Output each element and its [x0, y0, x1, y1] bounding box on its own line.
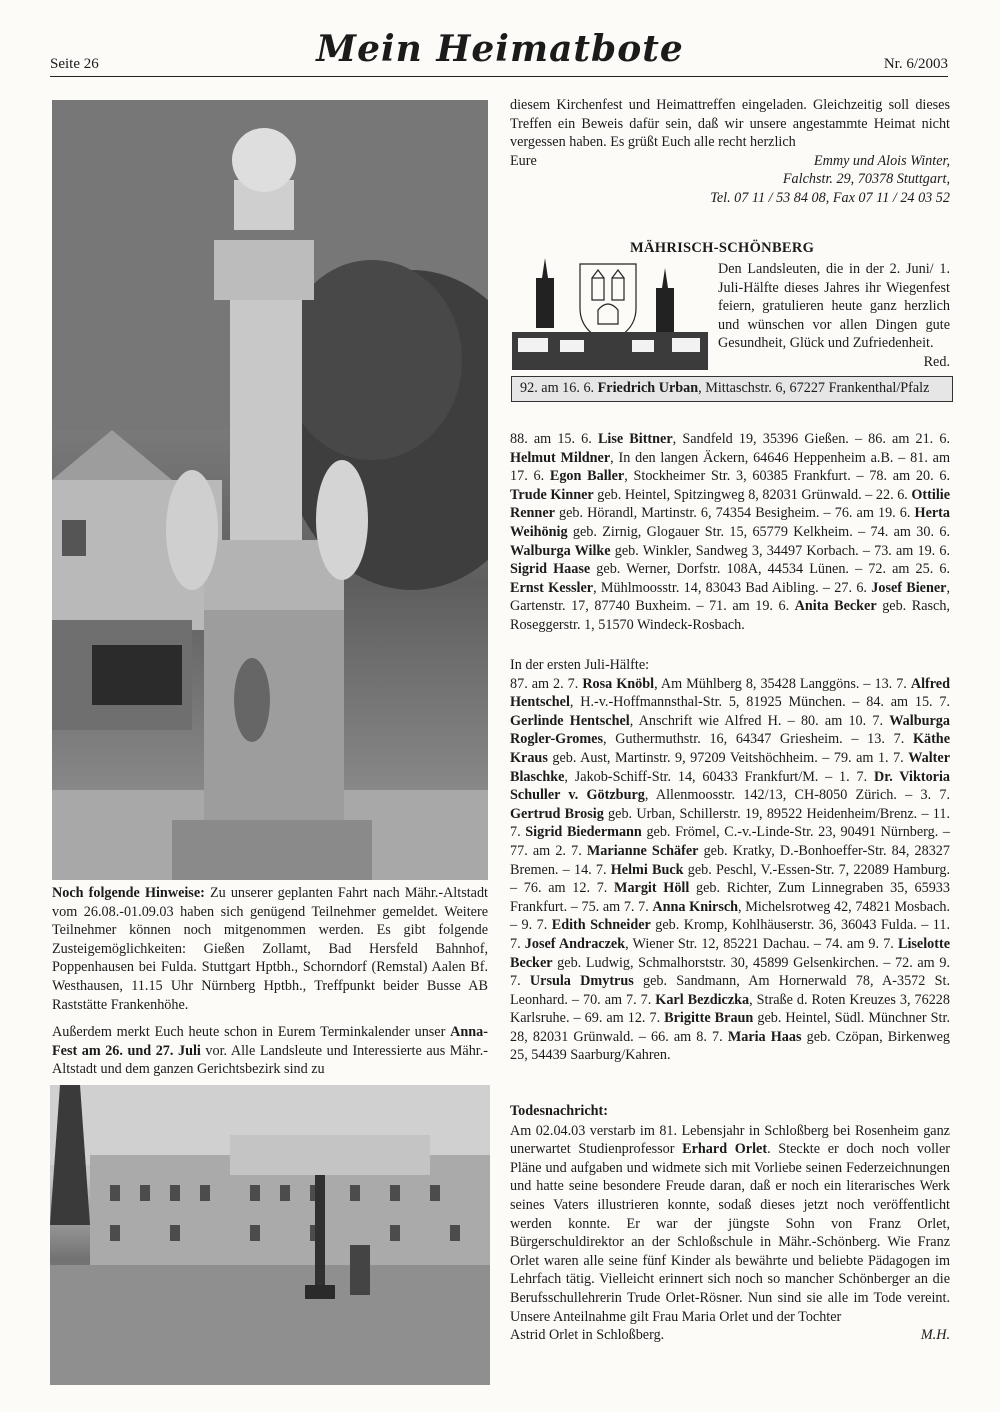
entry-details: , Straße d. Roten Kreuzes 3, 76228 Karlsruhe. – 69. am 12. 7.	[510, 991, 950, 1027]
market-square-illustration	[50, 1085, 490, 1385]
person-name: Walburga Rogler-Gromes	[510, 712, 950, 748]
june-birthday-list	[510, 430, 950, 635]
entry-details: , Gartenstr. 17, 87740 Buxheim. – 71. am 19. 6.	[510, 579, 950, 615]
intro-block	[510, 96, 950, 208]
anna-fest-paragraph	[52, 1023, 488, 1079]
header-rule	[50, 76, 948, 77]
monument-photo	[52, 100, 488, 880]
death-text-a: Am 02.04.03 verstarb im 81. Lebensjahr in Schloßberg bei Rosenheim ganz unerwartet Studienprofessor	[510, 1122, 950, 1158]
entry-details: geb. Werner, Dorfstr. 108A, 44534 Lünen. – 72. am 25. 6.	[590, 561, 950, 578]
page-number: Seite 26	[50, 56, 99, 72]
person-name: Karl Bezdiczka	[655, 991, 750, 1008]
notice-heading: Noch folgende Hinweise:	[52, 885, 205, 901]
person-name: Herta Weihönig	[510, 505, 950, 540]
deceased-name: Erhard Orlet	[682, 1141, 768, 1158]
june-entries	[510, 430, 950, 635]
death-signature: M.H.	[920, 1327, 950, 1344]
entry-details: geb. Urban, Schillerstr. 19, 89522 Heidenheim/Brenz. – 11. 7.	[510, 805, 950, 841]
entry-details: , Am Mühlberg 8, 35428 Langgöns. – 13. 7.	[654, 675, 911, 692]
death-final-row	[510, 1326, 950, 1345]
entry-details: geb. Aust, Martinstr. 9, 97209 Veitshöchheim. – 79. am 1. 7.	[547, 749, 909, 766]
entry-details: geb. Richter, Zum Linnegraben 35, 65933 Frankfurt. – 75. am 7. 7.	[510, 880, 950, 915]
section-title: MÄHRISCH-SCHÖNBERG	[630, 240, 815, 256]
entry-details: geb. Sandmann, Am Hornerwald 78, A-3572 St. Leonhard. – 70. am 7. 7.	[510, 973, 950, 1008]
person-name: Käthe Kraus	[510, 731, 950, 766]
person-name: Helmut Mildner	[510, 449, 611, 466]
issue-number: Nr. 6/2003	[883, 56, 948, 72]
person-name: Sigrid Haase	[510, 561, 591, 578]
person-name: Sigrid Biedermann	[525, 824, 642, 841]
person-name: Maria Haas	[727, 1028, 802, 1045]
boxed-suffix: , Mittaschstr. 6, 67227 Frankenthal/Pfalz	[698, 380, 930, 396]
signature-names: Emmy und Alois Winter,	[813, 152, 950, 169]
notice-paragraph	[52, 884, 488, 1014]
entry-details: , Allenmoosstr. 142/13, CH-8050 Zürich. – 3. 7.	[644, 787, 951, 804]
entry-details: , Anschrift wie Alfred H. – 80. am 10. 7.	[629, 712, 890, 729]
entry-details: geb. Kratky, D.-Bonhoeffer-Str. 84, 28327 Bremen. – 14. 7.	[510, 842, 950, 878]
entry-details: geb. Kromp, Kohlhäuserstr. 36, 36043 Fulda. – 11. 7.	[510, 917, 950, 952]
highlighted-birthday-box	[511, 376, 953, 402]
entry-details: , Michelsrotweg 42, 74821 Mosbach. – 9. 7.	[510, 898, 951, 934]
entry-details: , In den langen Äckern, 64646 Heppenheim a.B. – 81. am 17. 6.	[510, 449, 950, 485]
person-name: Anna Knirsch	[652, 898, 739, 915]
entry-details: geb. Peschl, V.-Essen-Str. 7, 22089 Hamburg. – 76. am 12. 7.	[510, 861, 950, 897]
person-name: Brigitte Braun	[664, 1010, 754, 1027]
person-name: Josef Andraczek	[524, 935, 626, 952]
person-name: Josef Biener	[871, 579, 947, 596]
july-birthday-list	[510, 656, 950, 1065]
person-name: Walburga Wilke	[510, 542, 611, 559]
death-text	[510, 1122, 950, 1327]
person-name: Ursula Dmytrus	[529, 973, 634, 990]
masthead-title: Mein Heimatbote	[316, 28, 684, 70]
entry-details: geb. Zirnig, Glogauer Str. 15, 65779 Kelkheim. – 74. am 30. 6.	[567, 523, 950, 540]
entry-details: , Jakob-Schiff-Str. 14, 60433 Frankfurt/M. – 1. 7.	[564, 768, 874, 785]
entry-details: , H.-v.-Hoffmannsthal-Str. 5, 81925 München. – 84. am 15. 7.	[569, 694, 950, 711]
person-name: Egon Baller	[549, 468, 625, 485]
person-name: Anita Becker	[794, 598, 877, 615]
left-column-text	[52, 884, 488, 1088]
boxed-name: Friedrich Urban	[597, 380, 699, 396]
signature-row	[510, 152, 950, 171]
anna-fest-date: Anna-Fest am 26. und 27. Juli	[52, 1024, 488, 1059]
person-name: Rosa Knöbl	[582, 675, 655, 692]
entry-details: geb. Winkler, Sandweg 3, 34497 Korbach. – 73. am 19. 6.	[610, 542, 951, 559]
signature-phone: Tel. 07 11 / 53 84 08, Fax 07 11 / 24 03 52	[710, 189, 950, 206]
person-name: Gertrud Brosig	[510, 805, 604, 822]
person-name: Helmi Buck	[610, 861, 684, 878]
entry-details: , Mühlmoosstr. 14, 83043 Bad Aibling. – 27. 6.	[593, 579, 872, 596]
person-name: Lise Bittner	[597, 431, 673, 447]
entry-details: , Stockheimer Str. 3, 60385 Frankfurt. – 78. am 20. 6.	[624, 468, 951, 485]
birthday-greeting	[718, 260, 950, 372]
signature-address: Falchstr. 29, 70378 Stuttgart,	[782, 171, 950, 188]
monument-illustration	[52, 100, 488, 880]
entry-prefix: 87. am 2. 7.	[510, 675, 583, 692]
entry-details: geb. Czöpan, Birkenweg 25, 54439 Saarburg/Kahren.	[510, 1028, 951, 1064]
person-name: Ottilie Renner	[510, 486, 950, 522]
anna-fest-text-a: Außerdem merkt Euch heute schon in Eurem Terminkalender unser	[52, 1024, 451, 1041]
person-name: Marianne Schäfer	[586, 842, 699, 859]
person-name: Edith Schneider	[551, 917, 651, 934]
market-square-photo	[50, 1085, 490, 1385]
entry-details: geb. Heintel, Spitzingweg 8, 82031 Grünwald. – 22. 6.	[593, 486, 912, 503]
notice-text: Zu unserer geplanten Fahrt nach Mähr.-Altstadt vom 26.08.-01.09.03 haben sich genügend Teilnehmer gemeldet. Weitere Teilnehmer können noch mitgenommen werden. Es gibt folgende Zusteigemöglichkeiten: Gießen Zollamt, Bad Hersfeld Bahnhof, Poppenhausen bei Fulda. Stuttgart Hptbh., Schorndorf (Remstal) Aalen Bf. Westhausen, 11.15 Uhr Nürnberg Hptbh., Treffpunkt beider Busse AB Raststätte Frankenhöhe.	[52, 885, 488, 1013]
person-name: Liselotte Becker	[510, 935, 950, 971]
greeting-text: Den Landsleuten, die in der 2. Juni/ 1. Juli-Hälfte dieses Jahres ihr Wiegenfest feiern, gratulieren heute ganz herzlich und wünschen vor allen Dingen gute Gesundheit, Glück und Zufriedenheit.	[718, 261, 950, 352]
entry-details: , Sandfeld 19, 35396 Gießen. – 86. am 21. 6.	[672, 431, 950, 447]
intro-text: diesem Kirchenfest und Heimattreffen eingeladen. Gleichzeitig soll dieses Treffen ein Beweis dafür sein, daß wir unsere angestammte Heimat nicht vergessen haben. Es grüßt Euch alle recht herzlich	[510, 97, 950, 151]
person-name: Walter Blaschke	[510, 749, 950, 785]
entry-details: geb. Hörandl, Martinstr. 6, 74354 Besigheim. – 76. am 19. 6.	[554, 505, 915, 522]
entry-details: , Guthermuthstr. 16, 64347 Griesheim. – 13. 7.	[602, 731, 913, 748]
person-name: Trude Kinner	[510, 486, 594, 503]
person-name: Ernst Kessler	[510, 579, 594, 596]
entry-details: geb. Heintel, Südl. Münchner Str. 28, 82031 Grünwald. – 66. am 8. 7.	[510, 1010, 950, 1045]
person-name: Margit Höll	[614, 880, 690, 897]
person-name: Gerlinde Hentschel	[510, 712, 630, 729]
entry-prefix: 88. am 15. 6.	[510, 431, 598, 447]
boxed-prefix: 92. am 16. 6.	[520, 380, 598, 396]
death-text-b: . Steckte er doch noch voller Pläne und aufgaben und widmete sich mit Vorliebe seinen Federzeichnungen und hatte seine besondere Freude daran, daß er noch ein literarisches Werk seines Vaters illustrieren konnte, sodaß dieses jetzt noch veröffentlicht werden konnte. Er war der jüngste Sohn von Franz Orlet, Bürgerschuldirektor an der Schloßschule in Mähr.-Schönberg. Wie Franz Orlet waren alle seine fünf Kinder als bewährte und beliebte Pädagogen im Lehrfach tätig. Vielleicht erinnert sich noch so mancher Schönberger an die Berufsschullehrerin Trude Orlet-Rösner. Nun sind sie alle im Tode vereint. Unsere Anteilnahme gilt Frau Maria Orlet und der Tochter	[510, 1141, 950, 1325]
person-name: Dr. Viktoria Schuller v. Götzburg	[510, 768, 950, 804]
person-name: Alfred Hentschel	[510, 675, 950, 711]
entry-details: geb. Frömel, C.-v.-Linde-Str. 23, 90491 Nürnberg. – 77. am 2. 7.	[510, 824, 950, 859]
july-heading: In der ersten Juli-Hälfte:	[510, 657, 650, 673]
entry-details: , Wiener Str. 12, 85221 Dachau. – 74. am 9. 7.	[625, 935, 898, 952]
death-heading: Todesnachricht:	[510, 1103, 609, 1119]
closing-word: Eure	[510, 152, 537, 169]
anna-fest-text-b: vor. Alle Landsleute und Interessierte aus Mähr.-Altstadt und dem ganzen Gerichtsbezirk sind zu	[52, 1042, 488, 1078]
greeting-signature: Red.	[923, 353, 950, 370]
death-notice	[510, 1102, 950, 1345]
death-last-line: Astrid Orlet in Schloßberg.	[510, 1327, 665, 1344]
july-entries	[510, 675, 950, 1065]
entry-details: geb. Ludwig, Schmalhorststr. 30, 45899 Gelsenkirchen. – 72. am 9. 7.	[510, 954, 950, 990]
entry-details: geb. Rasch, Roseggerstr. 1, 51570 Windeck-Rosbach.	[510, 598, 950, 633]
town-crest-illustration	[512, 258, 708, 370]
